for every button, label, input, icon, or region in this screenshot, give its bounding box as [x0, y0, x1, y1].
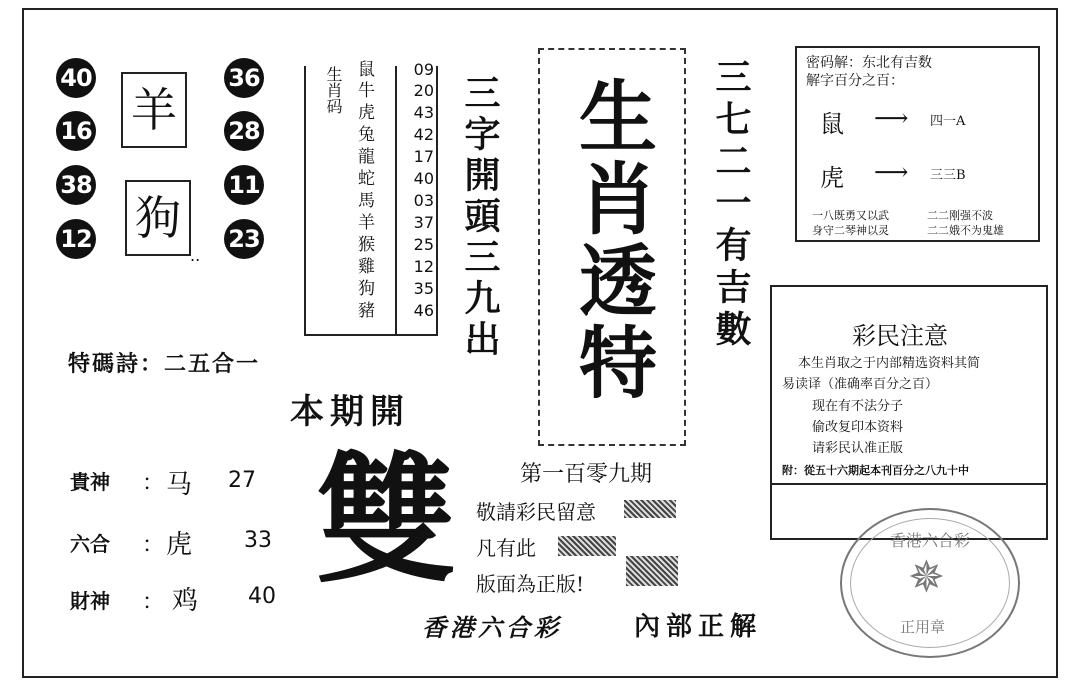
- notice-line: 本生肖取之于内部精选资料其简: [798, 356, 981, 371]
- number-circle: 12: [56, 219, 96, 259]
- god-number: 33: [244, 528, 272, 553]
- notice-title: 彩民注意: [852, 322, 948, 350]
- zodiac-name: 雞: [358, 257, 375, 277]
- zodiac-code: 09: [413, 60, 434, 79]
- zodiac-code: 03: [413, 191, 434, 210]
- zodiac-box-sheep: 羊: [121, 72, 187, 148]
- zodiac-code-table: [304, 60, 438, 336]
- zodiac-code: 17: [413, 147, 434, 166]
- dots: ..: [190, 246, 201, 265]
- special-poem: 特碼詩：二五合一: [68, 351, 261, 377]
- map-code: 四一A: [930, 114, 966, 129]
- number-circle: 28: [224, 111, 264, 151]
- zodiac-code: 35: [413, 279, 434, 298]
- poem-line: 身守二琴神以灵: [812, 224, 889, 237]
- god-number: 27: [228, 468, 256, 493]
- table-row: [358, 257, 434, 277]
- map-animal: 虎: [820, 164, 844, 192]
- god-number: 40: [248, 584, 276, 609]
- password-line: 密码解：东北有吉数: [806, 55, 932, 71]
- seal-icon: [624, 500, 676, 518]
- god-label: 貴神: [70, 470, 110, 494]
- zodiac-code: 42: [413, 125, 434, 144]
- obscured-text: [558, 536, 616, 556]
- star-icon: ✵: [908, 552, 945, 603]
- notice-line: 请彩民认准正版: [812, 441, 904, 456]
- zodiac-code: 46: [413, 301, 434, 320]
- zodiac-name: 豬: [358, 301, 375, 321]
- god-animal: 鸡: [172, 586, 199, 616]
- table-row: [358, 169, 434, 189]
- god-label: 財神: [70, 589, 110, 613]
- footer-title: 內部正解: [634, 612, 763, 642]
- god-sep: ：: [142, 590, 165, 615]
- notice-line: 凡有此: [476, 536, 536, 560]
- stamp-bottom: 正用章: [900, 618, 946, 636]
- zodiac-name: 牛: [358, 81, 375, 101]
- arrow-icon: ⟶: [874, 158, 909, 186]
- number-circle: 16: [56, 111, 96, 151]
- number-circle: 38: [56, 165, 96, 205]
- god-animal: 虎: [166, 530, 193, 560]
- arrow-icon: ⟶: [874, 104, 909, 132]
- zodiac-code: 12: [413, 257, 434, 276]
- poem-line: 二二刚强不波: [927, 209, 993, 222]
- god-animal: 马: [166, 470, 193, 500]
- table-row: [358, 60, 434, 80]
- god-sep: ：: [142, 533, 165, 558]
- poem-line: 一八既勇又以武: [812, 209, 889, 222]
- main-title: 生肖透特: [566, 76, 657, 404]
- table-row: [358, 301, 434, 321]
- number-circle: 40: [56, 58, 96, 98]
- god-label: 六合: [70, 532, 110, 556]
- number-circle: 23: [224, 219, 264, 259]
- stamp-text: 香港六合彩: [890, 531, 971, 550]
- god-sep: ：: [142, 471, 165, 496]
- notice-line: 敬請彩民留意: [476, 500, 596, 524]
- zodiac-box-dog: 狗: [125, 180, 191, 256]
- table-row: [358, 213, 434, 233]
- number-circle: 36: [224, 58, 264, 98]
- zodiac-name: 馬: [358, 191, 375, 211]
- table-row: [358, 191, 434, 211]
- zodiac-name: 鼠: [358, 60, 375, 80]
- table-row: [358, 235, 434, 255]
- notice-line: 易读译（准确率百分之百）: [782, 377, 939, 392]
- zodiac-name: 虎: [358, 103, 375, 123]
- poem-line: 二二娥不为鬼雄: [927, 224, 1004, 237]
- password-line: 解字百分之百：: [806, 73, 904, 89]
- table-row: [358, 81, 434, 101]
- table-row: [358, 147, 434, 167]
- notice-line: 现在有不法分子: [812, 399, 904, 414]
- table-header: 生肖码: [324, 66, 343, 114]
- seal-icon: [626, 556, 678, 586]
- zodiac-code: 25: [413, 235, 434, 254]
- table-row: [358, 125, 434, 145]
- table-row: [358, 279, 434, 299]
- zodiac-name: 猴: [358, 235, 375, 255]
- zodiac-name: 兔: [358, 125, 375, 145]
- map-code: 三三B: [930, 168, 966, 183]
- zodiac-name: 羊: [358, 213, 375, 233]
- zodiac-code: 40: [413, 169, 434, 188]
- notice-footer: 附：從五十六期起本刊百分之八九十中: [782, 464, 969, 477]
- issue-number: 第一百零九期: [520, 462, 653, 487]
- big-character: 雙: [316, 439, 457, 603]
- footer-brand: 香港六合彩: [422, 613, 562, 642]
- table-row: [358, 103, 434, 123]
- zodiac-code: 43: [413, 103, 434, 122]
- zodiac-code: 37: [413, 213, 434, 232]
- zodiac-name: 狗: [358, 279, 375, 299]
- vertical-hint-left: 三字開頭三九出: [459, 74, 501, 361]
- zodiac-name: 龍: [358, 147, 375, 167]
- map-animal: 鼠: [820, 110, 844, 138]
- zodiac-name: 蛇: [358, 169, 375, 189]
- number-circle: 11: [224, 165, 264, 205]
- notice-line: 版面為正版!: [476, 572, 585, 596]
- vertical-hint-right: 三七二一有吉數: [710, 58, 752, 352]
- notice-line: 偷改复印本资料: [812, 420, 904, 435]
- zodiac-code: 20: [413, 81, 434, 100]
- open-label: 本期開: [290, 392, 410, 432]
